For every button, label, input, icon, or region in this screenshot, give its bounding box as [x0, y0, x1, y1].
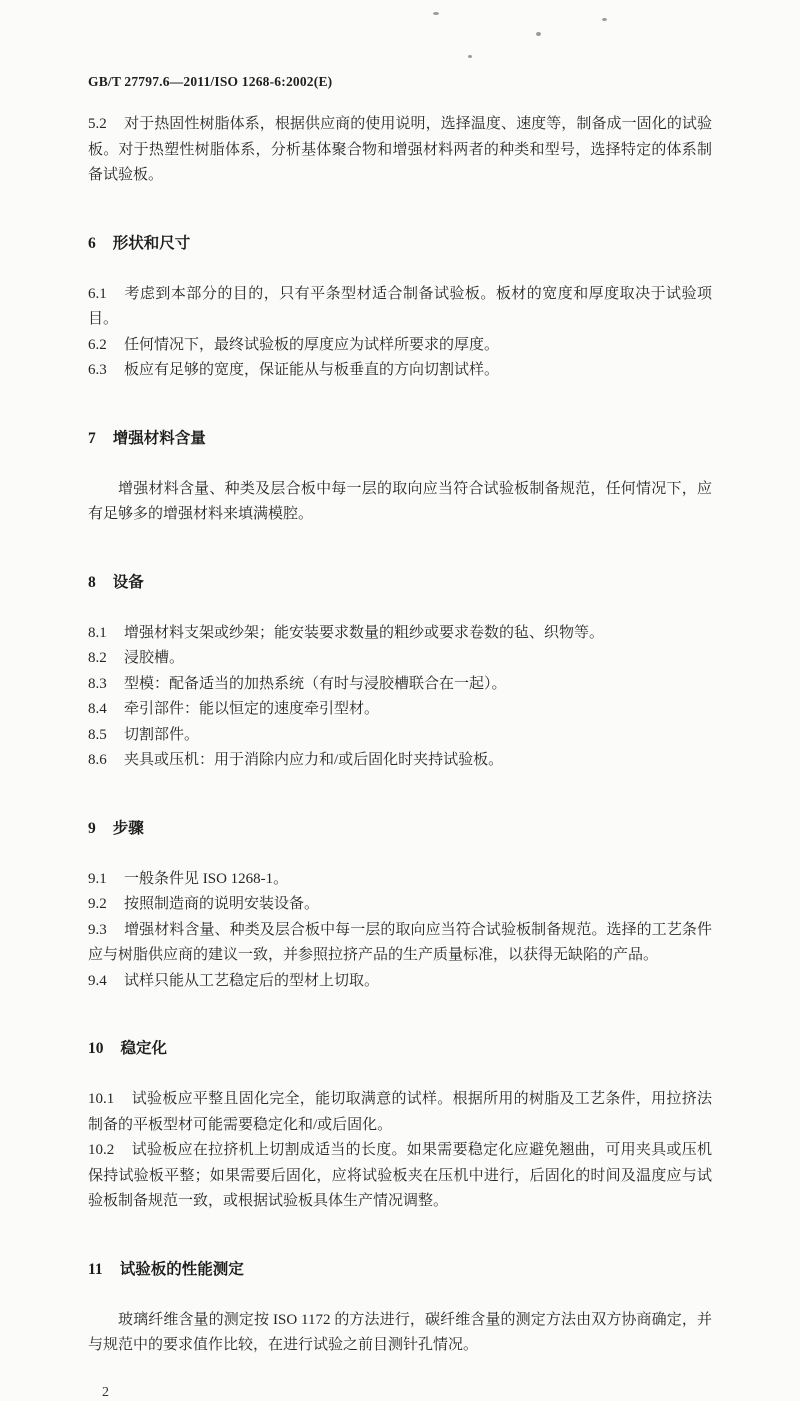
section-heading-6	[88, 231, 712, 253]
clause-8-4	[88, 697, 712, 723]
clause-text: 板应有足够的宽度，保证能从与板垂直的方向切割试样。	[124, 362, 500, 378]
clause-9-1	[88, 867, 712, 893]
clause-text: 试样只能从工艺稳定后的型材上切取。	[124, 972, 380, 989]
clause-number: 8.3	[88, 675, 107, 692]
clause-text: 按照制造商的说明安装设备。	[124, 896, 320, 912]
clause-number: 8.1	[88, 624, 107, 641]
clause-8-6	[88, 748, 712, 774]
section-number: 11	[88, 1260, 103, 1278]
section-number: 10	[88, 1040, 104, 1057]
clause-text: 增强材料支架或纱架；能安装要求数量的粗纱或要求卷数的毡、织物等。	[124, 624, 605, 641]
clause-6-3	[88, 358, 712, 384]
section-number: 7	[88, 429, 96, 447]
clause-number: 6.3	[88, 362, 107, 378]
clause-text: 牵引部件：能以恒定的速度牵引型材。	[124, 701, 380, 717]
section-title: 稳定化	[120, 1040, 168, 1057]
clause-number: 6.2	[88, 336, 107, 353]
scan-artifact	[536, 32, 541, 36]
section-title: 步骤	[112, 819, 144, 837]
section-number: 8	[88, 573, 96, 591]
clause-10-1	[88, 1087, 712, 1138]
clause-text: 试验板应平整且固化完全，能切取满意的试样。根据所用的树脂及工艺条件，用拉挤法制备的平板型材可能需要稳定化和/或后固化。	[88, 1091, 712, 1133]
clause-number: 8.6	[88, 752, 107, 768]
paragraph-section-7: 增强材料含量、种类及层合板中每一层的取向应当符合试验板制备规范，任何情况下，应有足够多的增强材料来填满模腔。	[88, 480, 712, 522]
clause-9-2	[88, 892, 712, 918]
clause-5-2	[88, 112, 712, 189]
document-header-code: GB/T 27797.6—2011/ISO 1268-6:2002(E)	[88, 74, 333, 89]
clause-8-1	[88, 621, 712, 647]
clause-text: 一般条件见 ISO 1268-1。	[124, 870, 289, 887]
clause-number: 8.4	[88, 701, 107, 717]
clause-number: 8.5	[88, 726, 107, 743]
section-title: 试验板的性能测定	[119, 1260, 244, 1278]
section-number: 6	[88, 234, 96, 252]
clause-number: 9.2	[88, 896, 107, 912]
clause-number: 9.3	[88, 921, 107, 938]
clause-number: 9.1	[88, 870, 107, 887]
clause-number: 8.2	[88, 650, 107, 666]
clause-8-5	[88, 723, 712, 749]
clause-text: 对于热固性树脂体系，根据供应商的使用说明，选择温度、速度等，制备成一固化的试验板。对于热塑性树脂体系，分析基体聚合物和增强材料两者的种类和型号，选择特定的体系制备试验板。	[88, 116, 712, 183]
clause-text: 型模：配备适当的加热系统（有时与浸胶槽联合在一起）。	[124, 675, 507, 692]
clause-text: 浸胶槽。	[124, 650, 185, 666]
clause-number: 5.2	[88, 116, 107, 132]
section-heading-8	[88, 570, 712, 592]
clause-text: 增强材料含量、种类及层合板中每一层的取向应当符合试验板制备规范。选择的工艺条件应与树脂供应商的建议一致，并参照拉挤产品的生产质量标准，以获得无缺陷的产品。	[88, 921, 712, 963]
clause-text: 试验板应在拉挤机上切割成适当的长度。如果需要稳定化应避免翘曲，可用夹具或压机保持试验板平整；如果需要后固化，应将试验板夹在压机中进行，后固化的时间及温度应与试验板制备规范一致，或根据试验板具体生产情况调整。	[88, 1142, 712, 1209]
clause-8-2	[88, 646, 712, 672]
section-heading-11	[88, 1257, 712, 1279]
clause-number: 6.1	[88, 285, 107, 302]
clause-number: 9.4	[88, 972, 107, 989]
clause-text: 任何情况下，最终试验板的厚度应为试样所要求的厚度。	[124, 336, 500, 353]
clause-text: 夹具或压机：用于消除内应力和/或后固化时夹持试验板。	[124, 752, 504, 768]
scan-artifact	[433, 12, 439, 15]
scan-artifact	[602, 18, 607, 21]
section-heading-10	[88, 1036, 712, 1058]
section-heading-7	[88, 426, 712, 448]
clause-8-3	[88, 672, 712, 698]
paragraph-section-11: 玻璃纤维含量的测定按 ISO 1172 的方法进行，碳纤维含量的测定方法由双方协商确定，并与规范中的要求值作比较，在进行试验之前目测针孔情况。	[88, 1311, 712, 1353]
section-title: 增强材料含量	[112, 429, 206, 447]
clause-6-1	[88, 282, 712, 333]
scan-artifact	[468, 55, 472, 58]
clause-text: 考虑到本部分的目的，只有平条型材适合制备试验板。板材的宽度和厚度取决于试验项目。	[88, 285, 712, 327]
section-title: 设备	[112, 573, 144, 591]
page-number: 2	[102, 1384, 109, 1400]
clause-text: 切割部件。	[124, 726, 200, 743]
clause-6-2	[88, 333, 712, 359]
clause-number: 10.1	[88, 1091, 115, 1107]
section-number: 9	[88, 819, 96, 837]
clause-9-3	[88, 918, 712, 969]
section-heading-9	[88, 816, 712, 838]
section-title: 形状和尺寸	[112, 234, 191, 252]
clause-10-2	[88, 1138, 712, 1215]
clause-number: 10.2	[88, 1142, 115, 1158]
clause-9-4	[88, 969, 712, 995]
